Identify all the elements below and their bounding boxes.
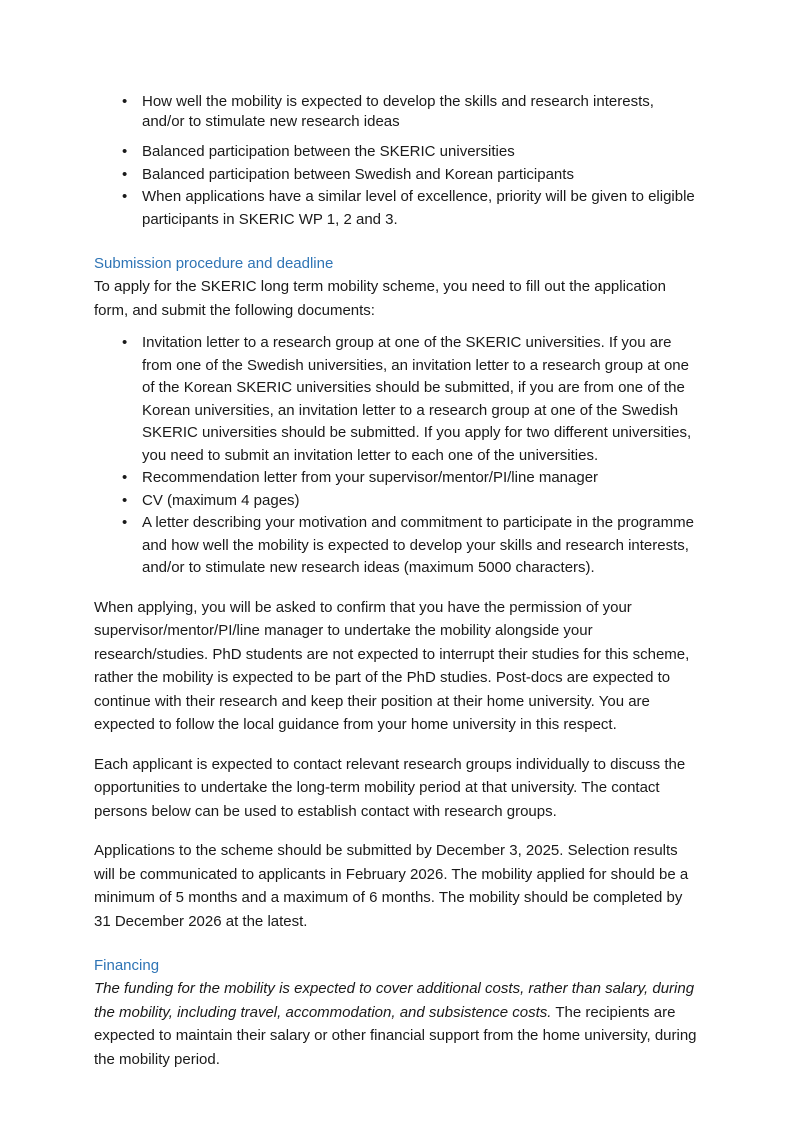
list-item: [94, 467, 700, 490]
financing-italic-text: The funding for the mobility is expected to cover additional costs, rather than salary, during the mobility, including travel, accommodation, and subsistence costs.: [94, 980, 695, 1021]
document-content: [94, 92, 700, 1071]
required-documents-list: [94, 332, 700, 580]
list-item: [94, 332, 700, 467]
bullet-icon: •: [122, 469, 128, 486]
contact-paragraph: Each applicant is expected to contact relevant research groups individually to discuss the opportunities to undertake the long-term mobility period at that university. The contact persons below can be used to establish contact with research groups.: [94, 755, 686, 820]
submission-intro-paragraph: To apply for the SKERIC long term mobility scheme, you need to fill out the application form, and submit the following documents:: [94, 278, 666, 319]
bullet-icon: •: [122, 334, 128, 351]
bullet-icon: •: [122, 188, 128, 205]
criteria-bullet-list: [94, 92, 700, 231]
list-item: [94, 92, 700, 132]
spacer: [94, 580, 700, 596]
spacer: [94, 231, 700, 253]
list-item: [94, 164, 700, 187]
financing-paragraph: [94, 977, 700, 1071]
list-item-text: When applications have a similar level of excellence, priority will be given to eligible participants in SKERIC WP 1, 2 and 3.: [142, 188, 695, 228]
list-item-text: A letter describing your motivation and commitment to participate in the programme and how well the mobility is expected to develop your skills and research interests, and/or to stimulate new research ideas (maximum 5000 characters).: [142, 514, 694, 576]
section-heading-financing: Financing: [94, 957, 160, 974]
list-item: [94, 141, 700, 164]
financing-rest-text: The recipients are expected to maintain their salary or other financial support from the home university, during the mobility period.: [94, 1003, 697, 1068]
spacer: [94, 823, 700, 839]
section-heading-submission: Submission procedure and deadline: [94, 255, 334, 272]
list-item-text: Invitation letter to a research group at one of the SKERIC universities. If you are from one of the Swedish universities, an invitation letter to a research group at one of the Korean SKERIC universities should be submitted, if you are from one of the Korean universities, an invitation letter to a research group at one of the Swedish SKERIC universities should be submitted. If you apply for two different universities, you need to submit an invitation letter to each one of the universities.: [142, 334, 692, 464]
deadline-paragraph: Applications to the scheme should be submitted by December 3, 2025. Selection results will be communicated to applicants in February 2026. The mobility applied for should be a minimum of 5 months and a maximum of 6 months. The mobility should be completed by 31 December 2026 at the latest.: [94, 842, 689, 930]
bullet-icon: •: [122, 165, 128, 183]
list-item: [94, 512, 700, 580]
list-item: [94, 186, 700, 231]
list-item-text: CV (maximum 4 pages): [142, 491, 300, 509]
spacer: [94, 737, 700, 753]
bullet-icon: •: [122, 491, 128, 509]
list-item-text: Recommendation letter from your supervisor/mentor/PI/line manager: [142, 469, 599, 486]
list-item-text: How well the mobility is expected to develop the skills and research interests, and/or to stimulate new research ideas: [142, 93, 654, 130]
bullet-icon: •: [122, 514, 128, 531]
list-item: [94, 490, 700, 513]
list-item-text: Balanced participation between the SKERIC universities: [142, 143, 515, 160]
bullet-icon: •: [122, 143, 128, 160]
permission-paragraph: When applying, you will be asked to confirm that you have the permission of your supervisor/mentor/PI/line manager to undertake the mobility alongside your research/studies. PhD students are not expected to interrupt their studies for this scheme, rather the mobility is expected to be part of the PhD studies. Post-docs are expected to continue with their research and keep their position at their home university. You are expected to follow the local guidance from your home university in this respect.: [94, 598, 690, 733]
list-item-text: Balanced participation between Swedish and Korean participants: [142, 165, 574, 183]
spacer: [94, 933, 700, 955]
bullet-icon: •: [122, 93, 128, 110]
